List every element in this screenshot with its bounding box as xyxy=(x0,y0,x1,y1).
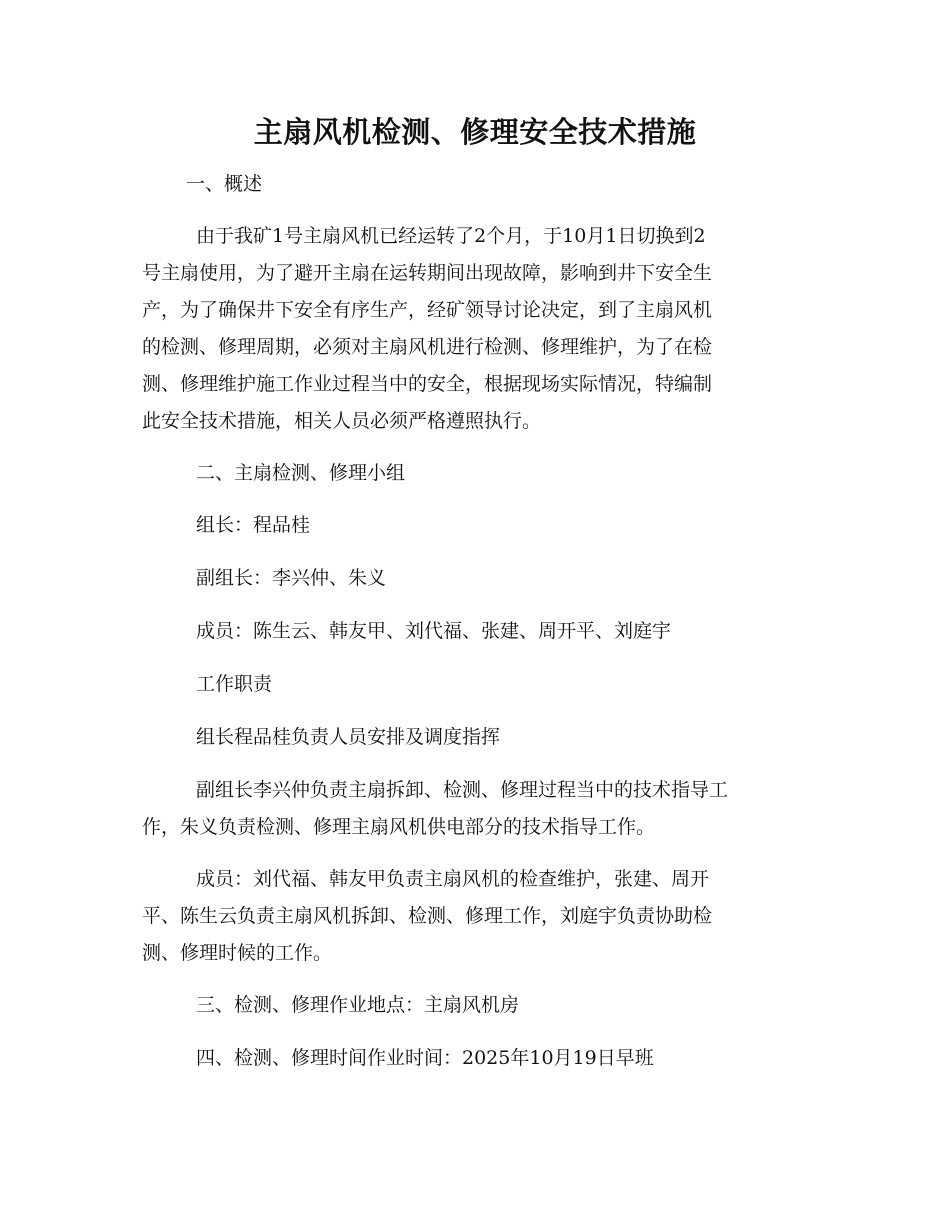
paragraph-line: 平、陈生云负责主扇风机拆卸、检测、修理工作，刘庭宇负责协助检 xyxy=(142,905,713,927)
deputy-leader-line: 副组长：李兴仲、朱义 xyxy=(196,567,387,589)
section-heading-time: 四、检测、修理时间作业时间：2025年10月19日早班 xyxy=(196,1047,654,1069)
document-title: 主扇风机检测、修理安全技术措施 xyxy=(253,115,697,149)
paragraph-line: 的检测、修理周期，必须对主扇风机进行检测、修理维护，为了在检 xyxy=(142,336,713,358)
duties-heading: 工作职责 xyxy=(196,673,273,695)
members-line: 成员：陈生云、韩友甲、刘代福、张建、周开平、刘庭宇 xyxy=(196,620,672,642)
section-heading-overview: 一、概述 xyxy=(186,173,263,195)
section-heading-team: 二、主扇检测、修理小组 xyxy=(196,462,406,484)
paragraph-line: 产，为了确保井下安全有序生产，经矿领导讨论决定，到了主扇风机 xyxy=(142,299,713,321)
paragraph-line: 测、修理维护施工作业过程当中的安全，根据现场实际情况，特编制 xyxy=(142,373,713,395)
paragraph-line: 副组长李兴仲负责主扇拆卸、检测、修理过程当中的技术指导工 xyxy=(196,779,729,801)
paragraph-line: 测、修理时候的工作。 xyxy=(142,942,333,964)
paragraph-line: 作，朱义负责检测、修理主扇风机供电部分的技术指导工作。 xyxy=(142,816,656,838)
paragraph-line: 号主扇使用，为了避开主扇在运转期间出现故障，影响到井下安全生 xyxy=(142,262,713,284)
section-heading-location: 三、检测、修理作业地点：主扇风机房 xyxy=(196,994,520,1016)
team-leader-line: 组长：程品桂 xyxy=(196,514,311,536)
paragraph-line: 由于我矿1号主扇风机已经运转了2个月，于10月1日切换到2 xyxy=(196,225,706,247)
paragraph-line: 成员：刘代福、韩友甲负责主扇风机的检查维护，张建、周开 xyxy=(196,868,710,890)
paragraph-line: 此安全技术措施，相关人员必须严格遵照执行。 xyxy=(142,410,542,432)
paragraph-line: 组长程品桂负责人员安排及调度指挥 xyxy=(196,726,501,748)
